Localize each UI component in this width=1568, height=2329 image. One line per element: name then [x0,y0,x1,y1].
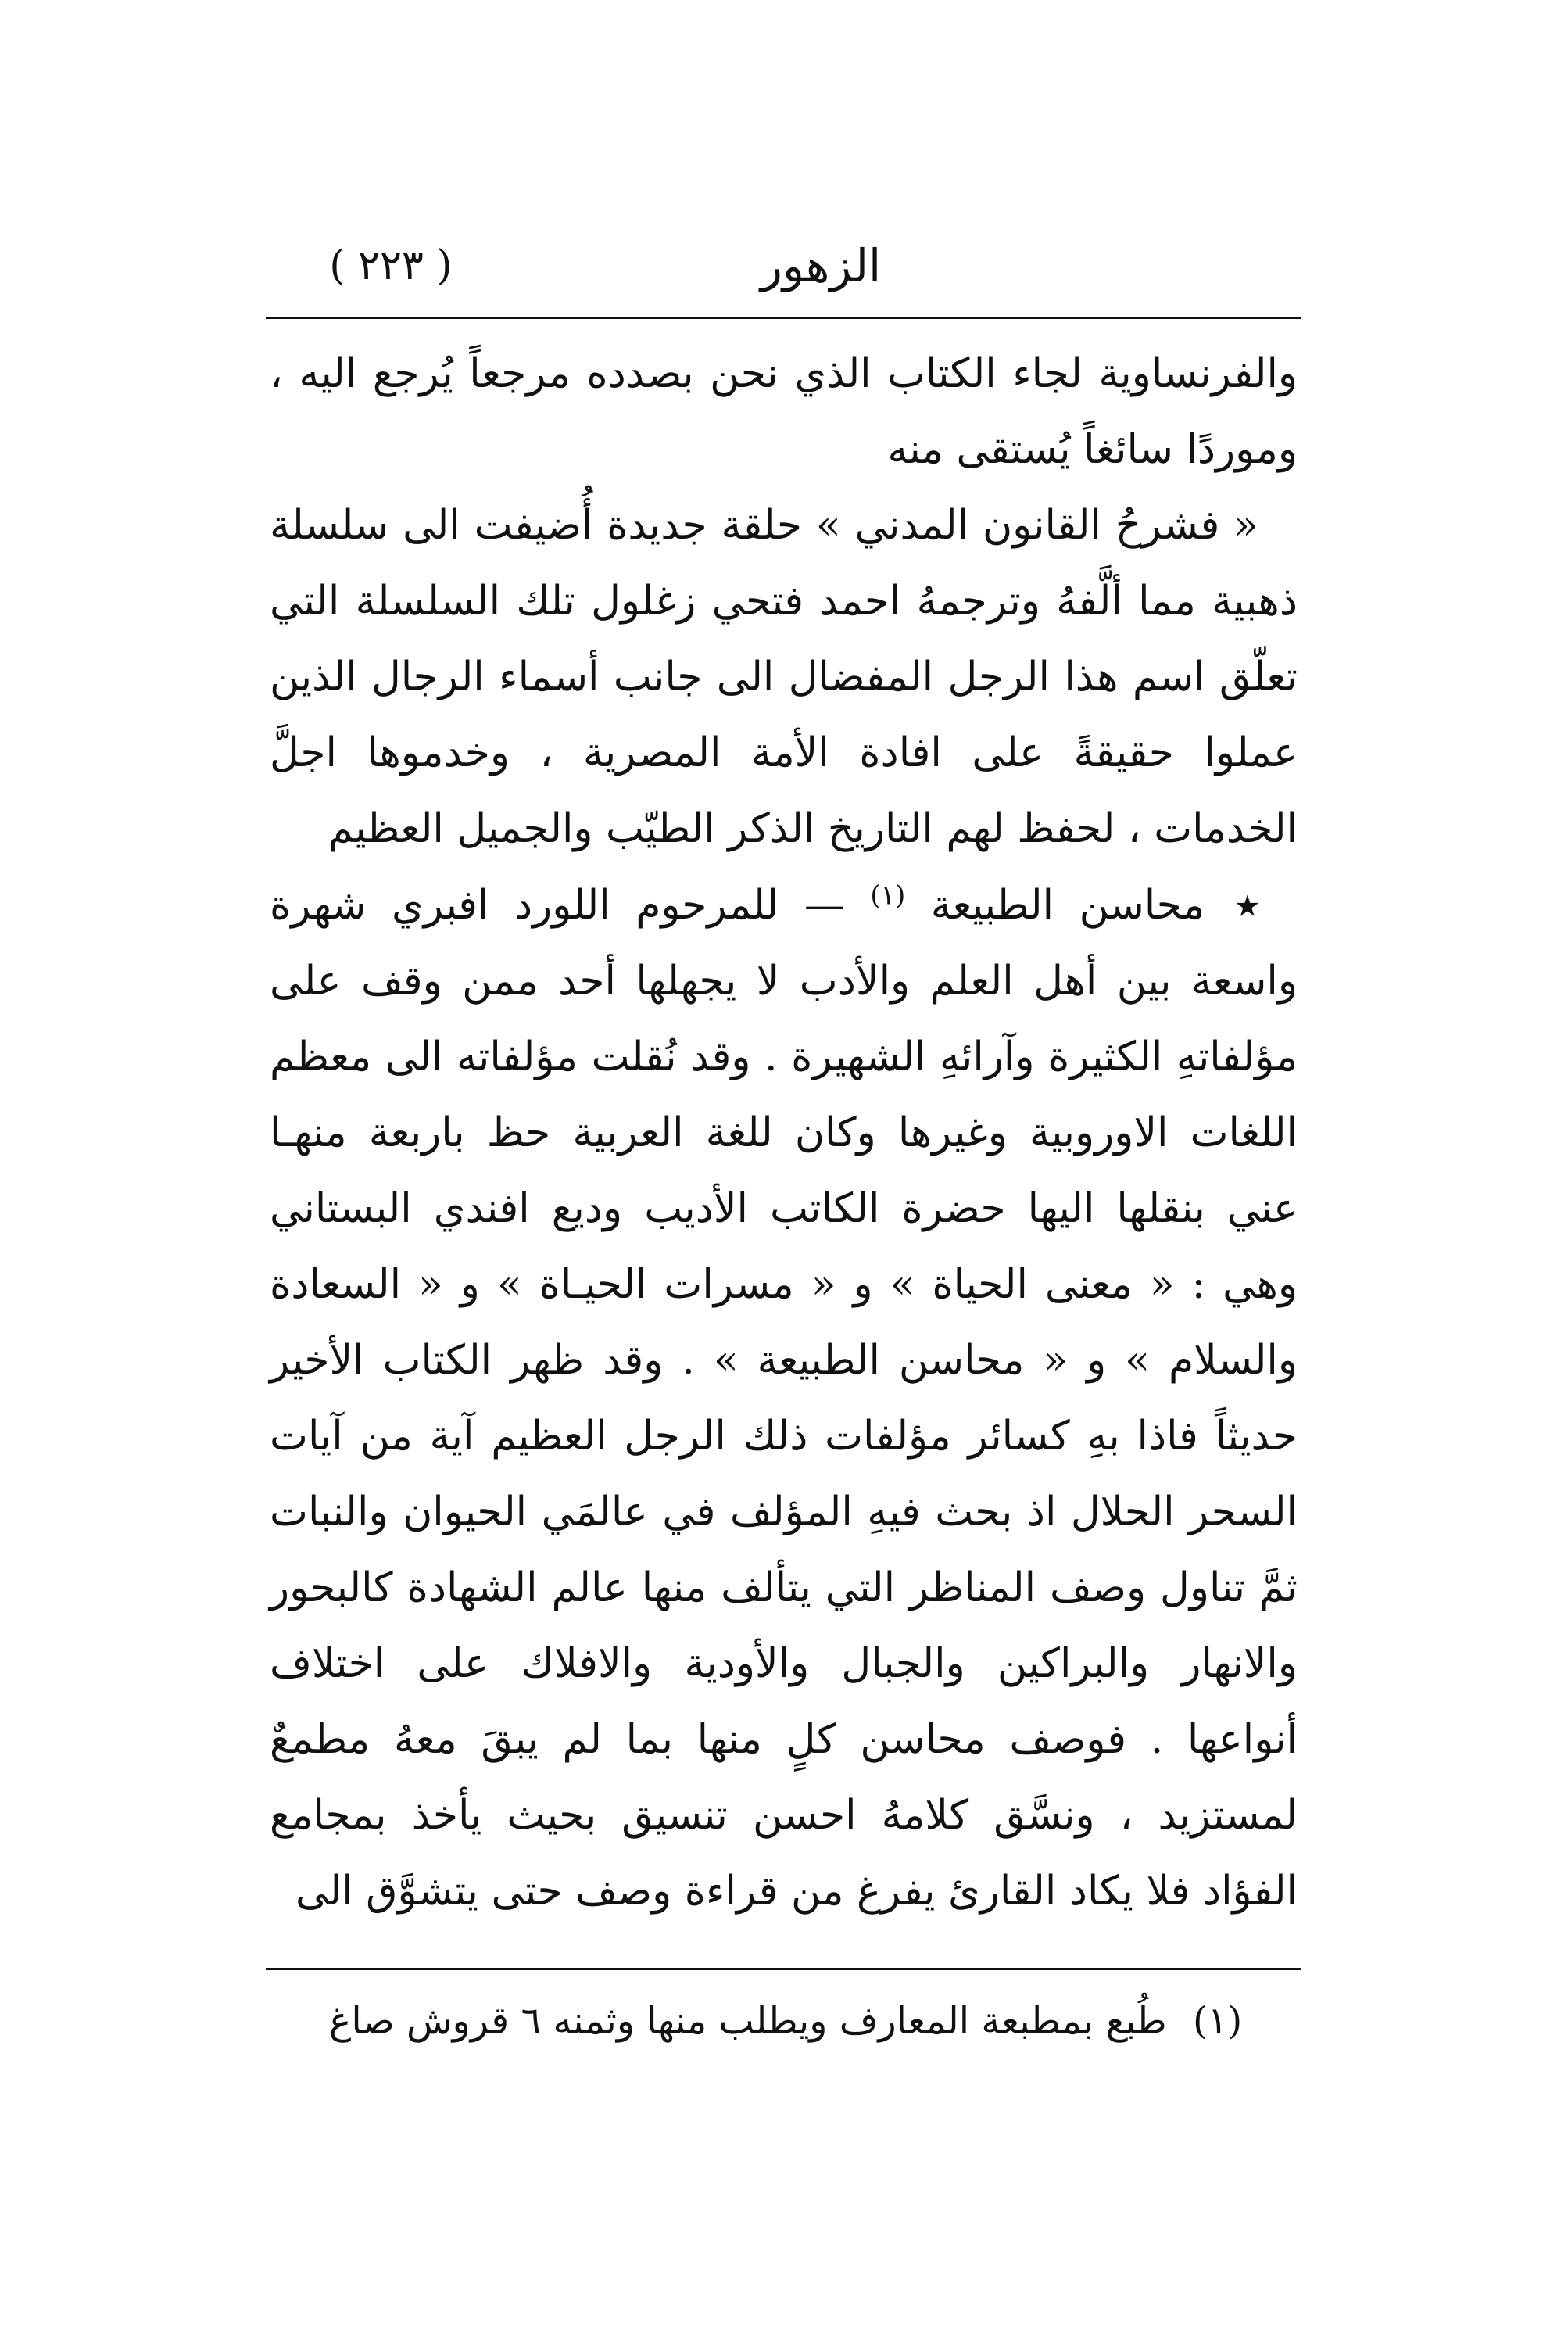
footnote-reference: (١) [870,880,906,912]
paragraph-text: — للمرحوم اللورد افبري شهرة واسعة بين أهل العلم والأدب لا يجهلها أحد ممن وقف على مؤلفاتهِ الكثيرة وآرائهِ الشهيرة . وقد نُقلت مؤلفاته الى معظم اللغات الاوروبية وغيرها وكان للغة العربية حظ باربعة منهـا عني بنقلها اليها حضرة الكاتب الأديب وديع افندي البستاني وهي : « معنى الحياة » و « مسرات الحيـاة » و « السعادة والسلام » و « محاسن الطبيعة » . وقد ظهر الكتاب الأخير حديثاً فاذا بهِ كسائر مؤلفات ذلك الرجل العظيم آية من آيات السحر الحلال اذ بحث فيهِ المؤلف في عالمَي الحيوان والنبات ثمَّ تناول وصف المناظر التي يتألف منها عالم الشهادة كالبحور والانهار والبراكين والجبال والأودية والافلاك على اختلاف أنواعها . فوصف محاسن كلٍ منها بما لم يبقَ معهُ مطمعٌ لمستزيد ، ونسَّق كلامهُ احسن تنسيق بحيث يأخذ بمجامع الفؤاد فلا يكاد القارئ يفرغ من قراءة وصف حتى يتشوَّق الى [270,882,1298,1915]
footnote-divider [266,1968,1301,1970]
book-title: محاسن الطبيعة [930,882,1205,929]
bullet-marker: ٭ [1236,881,1258,929]
page-number: ( ٢٢٣ ) [329,242,453,289]
paragraph-beauties-of-nature [270,867,1298,1929]
body-text [270,336,1298,1929]
footnote [270,1990,1301,2052]
footnote-mark: (١) [1193,1999,1243,2043]
paragraph-civil-law: « فشرحُ القانون المدني » حلقة جديدة أُضيفت الى سلسلة ذهبية مما ألَّفهُ وترجمهُ احمد فتحي زغلول تلك السلسلة التي تعلّق اسم هذا الرجل المفضال الى جانب أسماء الرجال الذين عملوا حقيقةً على افادة الأمة المصرية ، وخدموها اجلَّ الخدمات ، لحفظ لهم التاريخ الذكر الطيّب والجميل العظيم [270,502,1298,852]
header-divider [266,317,1301,319]
running-header-title: الزهور [760,239,882,292]
footnote-text: طُبع بمطبعة المعارف ويطلب منها وثمنه ٦ قروش صاغ [328,1999,1167,2043]
paragraph-continuation: والفرنساوية لجاء الكتاب الذي نحن بصدده مرجعاً يُرجع اليه ، وموردًا سائغاً يُستقى منه [270,350,1298,473]
